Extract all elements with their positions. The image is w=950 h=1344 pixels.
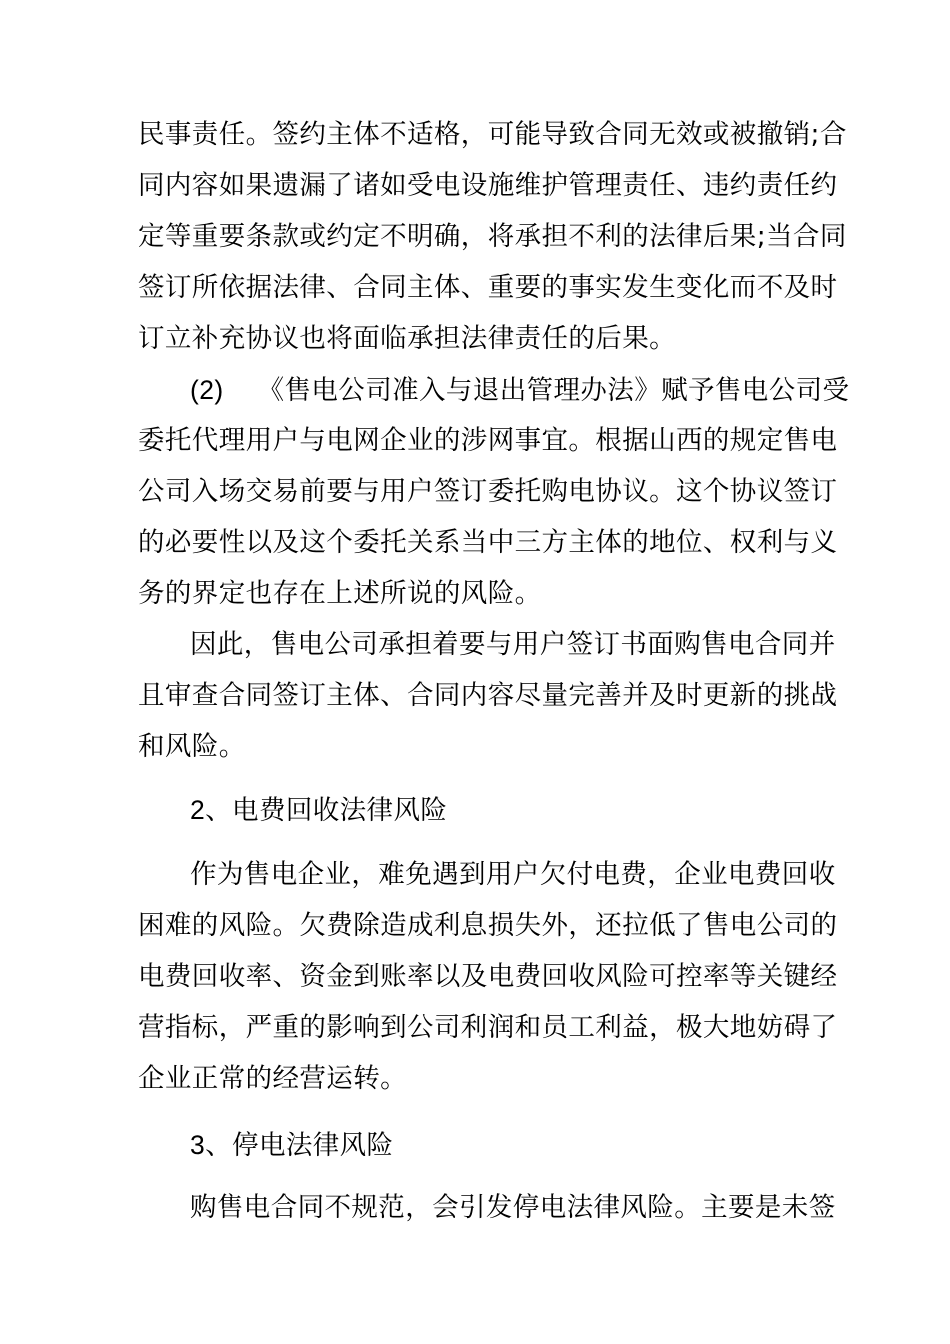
text-line: 企业正常的经营运转。 — [138, 1063, 407, 1094]
text-line: 委托代理用户与电网企业的涉网事宜。根据山西的规定售电 — [138, 425, 838, 456]
text-line: 因此，售电公司承担着要与用户签订书面购售电合同并 — [190, 629, 836, 660]
heading-number: 2 — [190, 795, 206, 825]
text-line: 营指标，严重的影响到公司利润和员工利益，极大地妨碍了 — [138, 1012, 838, 1043]
text-line — [190, 370, 849, 410]
text-line: 订立补充协议也将面临承担法律责任的后果。 — [138, 323, 676, 354]
text-line: 的必要性以及这个委托关系当中三方主体的地位、权利与义 — [138, 527, 838, 558]
text-line: 和风险。 — [138, 731, 246, 762]
text-span: 《售电公司准入与退出管理办法》赋予售电公司受 — [257, 375, 850, 406]
heading-text: 、电费回收法律风险 — [205, 795, 448, 826]
text-line: 定等重要条款或约定不明确，将承担不利的法律后果;当合同 — [138, 221, 847, 252]
text-line: 公司入场交易前要与用户签订委托购电协议。这个协议签订 — [138, 476, 838, 507]
text-line: 务的界定也存在上述所说的风险。 — [138, 578, 542, 609]
text-line: 电费回收率、资金到账率以及电费回收风险可控率等关键经 — [138, 961, 838, 992]
text-line: 困难的风险。欠费除造成利息损失外，还拉低了售电公司的 — [138, 910, 838, 941]
text-line: 民事责任。签约主体不适格，可能导致合同无效或被撤销;合 — [138, 119, 847, 150]
text-line: 购售电合同不规范，会引发停电法律风险。主要是未签 — [190, 1192, 836, 1223]
section-heading — [190, 1125, 393, 1165]
text-line: 同内容如果遗漏了诸如受电设施维护管理责任、违约责任约 — [138, 170, 838, 201]
list-marker: (2) — [190, 375, 224, 405]
heading-text: 、停电法律风险 — [205, 1130, 394, 1161]
text-line: 签订所依据法律、合同主体、重要的事实发生变化而不及时 — [138, 272, 838, 303]
section-heading — [190, 790, 447, 830]
text-line: 且审查合同签订主体、合同内容尽量完善并及时更新的挑战 — [138, 680, 838, 711]
text-line: 作为售电企业，难免遇到用户欠付电费，企业电费回收 — [190, 859, 836, 890]
heading-number: 3 — [190, 1130, 206, 1160]
